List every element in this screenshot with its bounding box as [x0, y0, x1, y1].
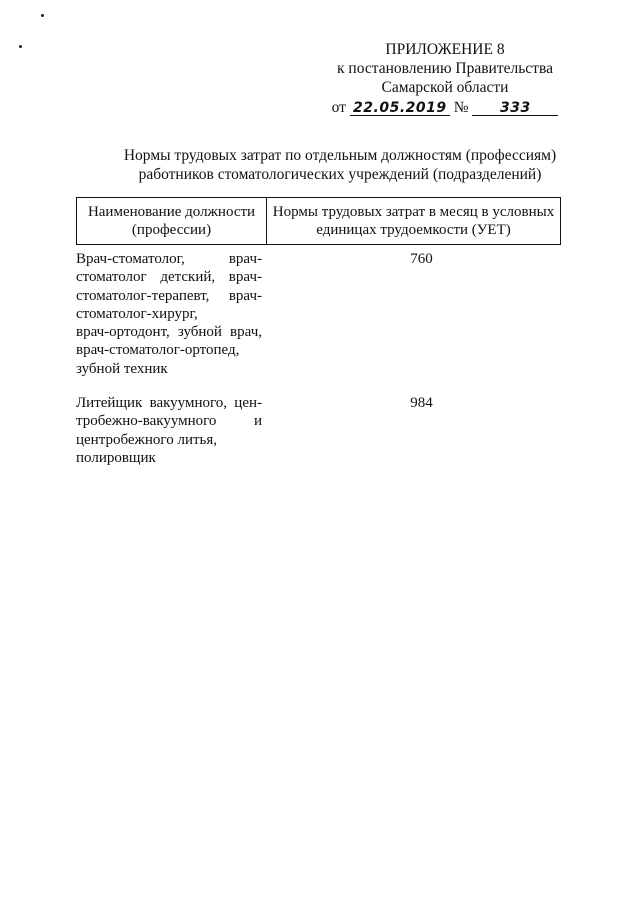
header-position-line-2: (профессии): [131, 222, 212, 238]
header-position: [77, 198, 267, 244]
number-label: №: [453, 99, 469, 116]
header-norm: [267, 198, 560, 244]
position-name-line: стоматолог детский, врач-: [76, 269, 262, 286]
appendix-reference: [300, 98, 590, 117]
position-name: [76, 394, 262, 467]
norm-value: 984: [410, 395, 433, 412]
table-row: [76, 394, 559, 467]
document-title: [60, 146, 620, 184]
document-title-line-2: работников стоматологических учреждений (подразделений): [138, 166, 542, 183]
scan-speck: [19, 45, 22, 48]
norm-value: 760: [410, 251, 433, 267]
appendix-line-2: к постановлению Правительства: [337, 60, 553, 77]
document-title-line-1: Нормы трудовых затрат по отдельным должностям (профессиям): [123, 147, 557, 164]
handwritten-number: 333: [472, 101, 558, 116]
position-name-line: стоматолог-терапевт, врач-: [76, 287, 262, 304]
header-position-line-1: Наименование должности: [87, 204, 256, 220]
position-name-line: центробежного литья,: [76, 431, 218, 448]
position-name-line: стоматолог-хирург,: [76, 305, 198, 322]
table-header: [76, 197, 561, 245]
handwritten-date: 22.05.2019: [350, 101, 450, 116]
position-name-line: врач-стоматолог-ортопед,: [76, 342, 240, 359]
scan-speck: [41, 14, 44, 17]
header-norm-line-2: единицах трудоемкости (УЕТ): [316, 222, 511, 238]
position-name-line: Врач-стоматолог, врач-: [76, 251, 262, 267]
header-norm-line-1: Нормы трудовых затрат в месяц в условных: [272, 204, 555, 220]
appendix-line-3: Самарской области: [381, 79, 509, 96]
table-body: [76, 250, 559, 483]
position-name-line: полировщик: [76, 449, 156, 466]
appendix-title: ПРИЛОЖЕНИЕ 8: [385, 41, 505, 58]
position-name-line: врач-ортодонт, зубной врач,: [76, 324, 262, 341]
position-name-line: зубной техник: [76, 360, 168, 377]
position-name-line: Литейщик вакуумного, цен-: [76, 395, 262, 412]
position-name-line: тробежно-вакуумного и: [76, 413, 262, 430]
from-label: от: [331, 99, 346, 116]
position-name: [76, 250, 262, 378]
appendix-header: [300, 40, 590, 117]
table-row: [76, 250, 559, 378]
